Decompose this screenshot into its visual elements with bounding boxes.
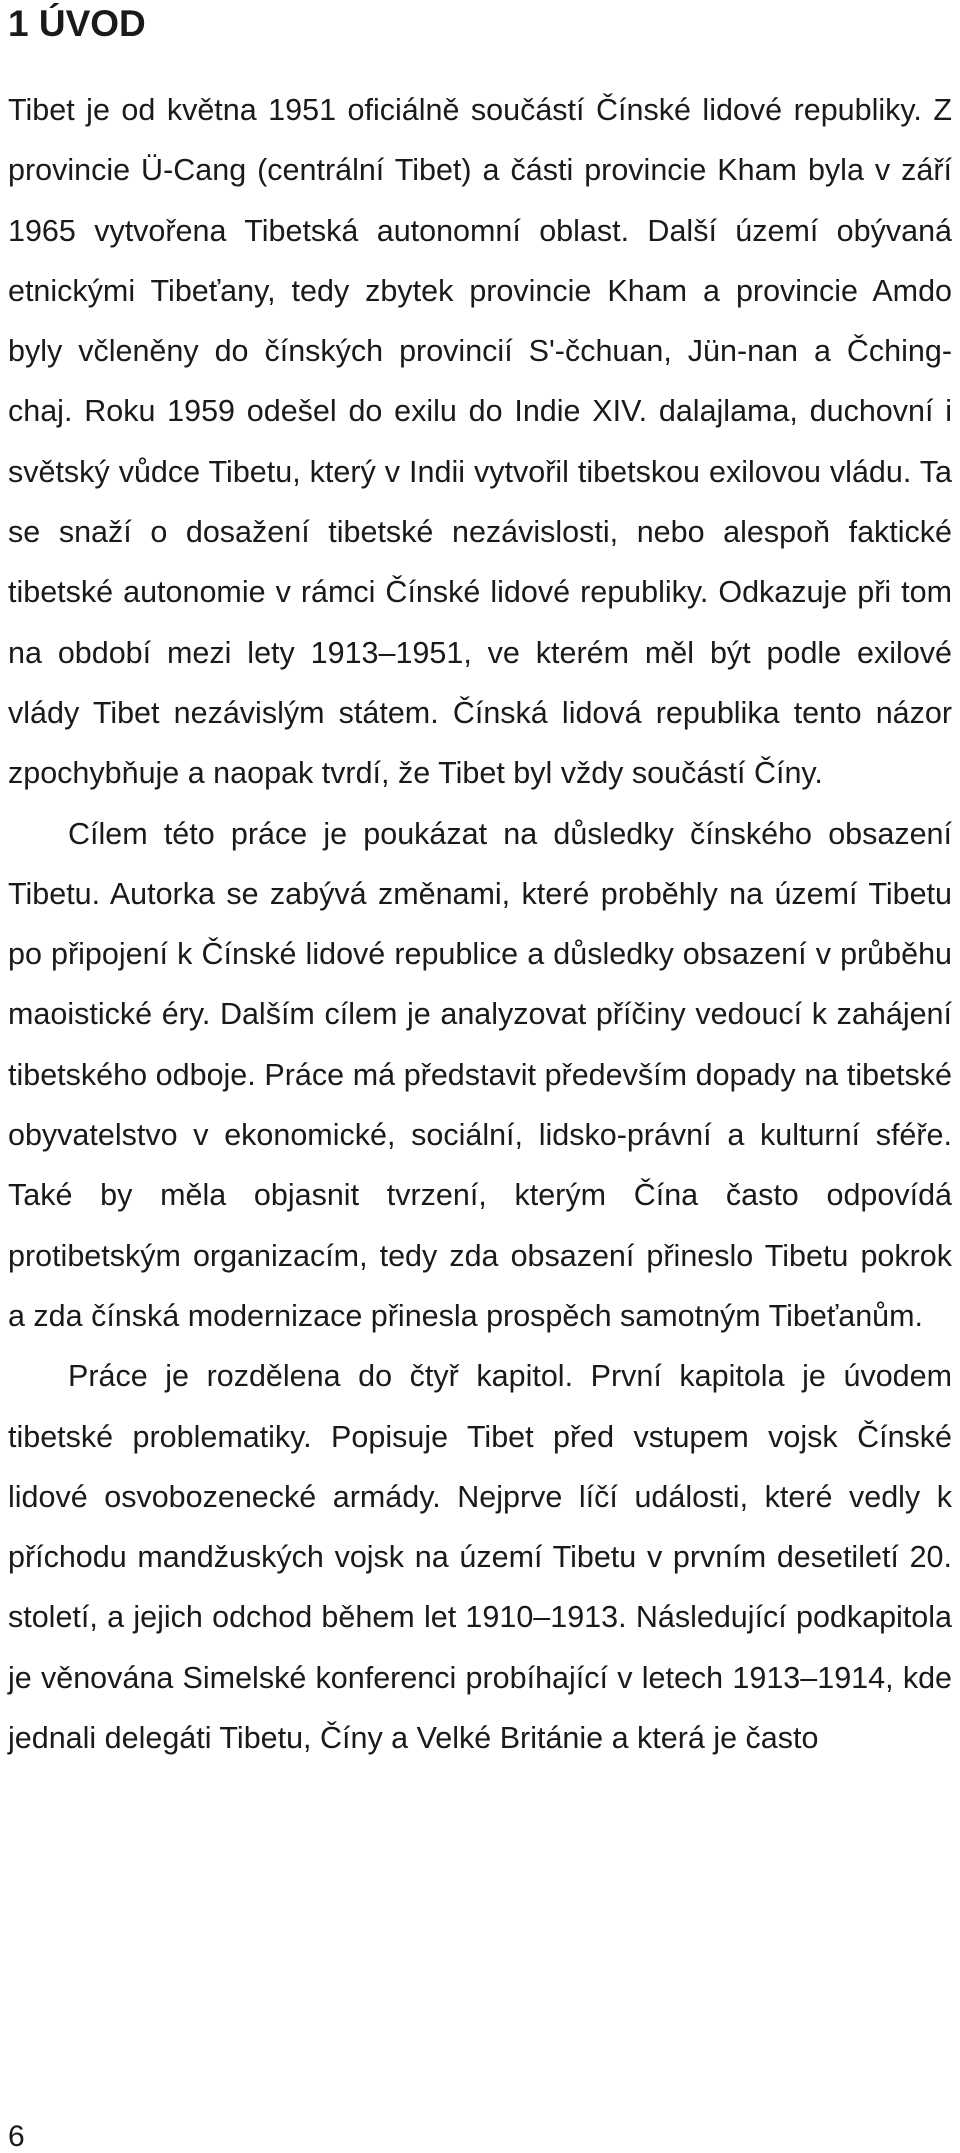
paragraph-2: Cílem této práce je poukázat na důsledky čínského obsazení Tibetu. Autorka se zabývá změnami, které proběhly na území Tibetu po připojení k Čínské lidové republice a důsledky obsazení v průběhu maoistické éry. Dalším cílem je analyzovat příčiny vedoucí k zahájení tibetského odboje. Práce má představit především dopady na tibetské obyvatelstvo v ekonomické, sociální, lidsko-právní a kulturní sféře. Také by měla objasnit tvrzení, kterým Čína často odpovídá protibetským organizacím, tedy zda obsazení přineslo Tibetu pokrok a zda čínská modernizace přinesla prospěch samotným Tibeťanům. <box>8 816 952 1333</box>
chapter-heading: 1 ÚVOD <box>8 3 146 44</box>
paragraph-1: Tibet je od května 1951 oficiálně součástí Čínské lidové republiky. Z provincie Ü-Cang (centrální Tibet) a části provincie Kham byla v září 1965 vytvořena Tibetská autonomní oblast. Další území obývaná etnickými Tibeťany, tedy zbytek provincie Kham a provincie Amdo byly včleněny do čínských provincií S'-čchuan, Jün-nan a Čching-chaj. Roku 1959 odešel do exilu do Indie XIV. dalajlama, duchovní i světský vůdce Tibetu, který v Indii vytvořil tibetskou exilovou vládu. Ta se snaží o dosažení tibetské nezávislosti, nebo alespoň faktické tibetské autonomie v rámci Čínské lidové republiky. Odkazuje při tom na období mezi lety 1913–1951, ve kterém měl být podle exilové vlády Tibet nezávislým státem. Čínská lidová republika tento názor zpochybňuje a naopak tvrdí, že Tibet byl vždy součástí Číny. <box>8 93 952 791</box>
page-number: 6 <box>8 2120 25 2153</box>
paragraph-3: Práce je rozdělena do čtyř kapitol. První kapitola je úvodem tibetské problematiky. Popisuje Tibet před vstupem vojsk Čínské lidové osvobozenecké armády. Nejprve líčí události, které vedly k příchodu mandžuských vojsk na území Tibetu v prvním desetiletí 20. století, a jejich odchod během let 1910–1913. Následující podkapitola je věnována Simelské konferenci probíhající v letech 1913–1914, kde jednali delegáti Tibetu, Číny a Velké Británie a která je často <box>8 1359 952 1756</box>
body-text <box>8 80 952 1768</box>
